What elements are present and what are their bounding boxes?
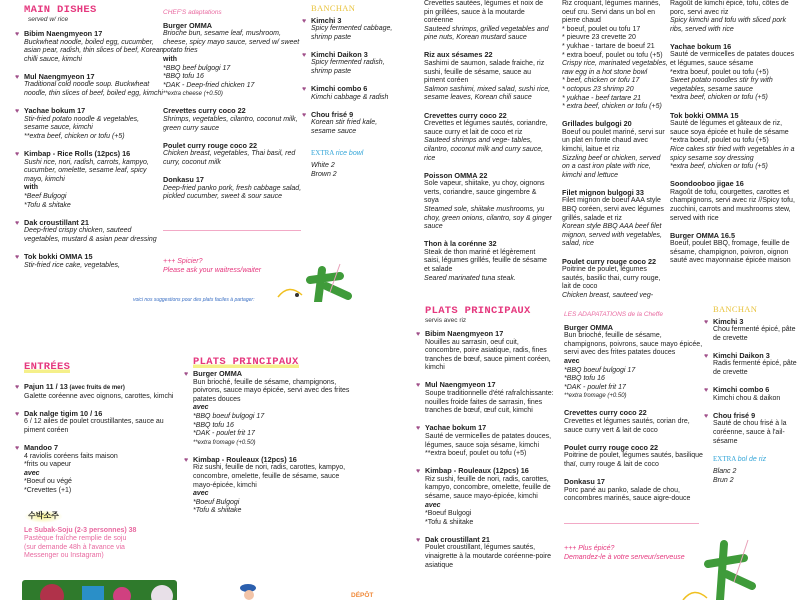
menu-item [670,112,798,172]
section-title: PLATS PRINCIPAUX [425,305,531,317]
item-description: *BBQ beef bulgogi 17 [163,64,231,72]
menu-item [416,329,557,373]
item-description: Sauté de chou frisé à la coréenne, sauce à l'ail-sésame [713,420,787,445]
item-description: * boeuf, poulet ou tofu 17 [562,25,641,33]
item-name: Dak croustillant 21 [425,534,490,544]
item-name: Riz aux sésames 22 [424,50,493,60]
item-description: *BBQ boeuf bulgogi 17 [564,366,636,374]
item-description: *BBQ boeuf bulgogi 17 [193,412,265,420]
item-description: *Boeuf ou végé [24,478,72,486]
heart-icon: ♥ [416,331,421,338]
item-description: Crevettes sautées, légumes et noix de pin grillées, sauce à la moutarde coréenne [424,0,544,25]
item-description: **extra fromage (+0.50) [564,393,627,400]
heart-icon: ♥ [15,384,20,391]
item-description: Radis fermenté épicé, pâte de crevette [713,360,797,377]
menu-item [15,442,174,496]
section-title: BANCHAN [713,304,758,314]
menu-item [562,189,670,249]
soju-line: Pastèque fraîche remplie de soju [24,535,127,543]
item-description: *Boeuf Bulgogi [425,510,472,518]
menu-item [670,232,798,266]
item-description: Poitrine de poulet, légumes sautés, basilique thaï, curry rouge & lait de coco [564,452,703,468]
item-description: *DAK - Deep-fried chicken 17 [163,81,255,89]
soju-korean: 수박소주 [24,510,63,523]
menu-item [562,120,670,180]
plats-principaux-riz-section [416,305,557,579]
item-list [424,0,552,283]
item-name: Chou frisé 9 [311,109,354,119]
heart-icon: ♥ [15,151,20,159]
heart-icon: ♥ [15,410,20,418]
item-description: Bun brioché, feuille de sésame, champignons, poivrons, sauce mayo épicée, servi avec des frites patates douces [193,378,350,403]
extra-label: EXTRA [311,148,334,157]
item-description: Sauté de vermicelles de patates douces, légumes, sauce soja sésame, kimchi [425,432,552,449]
item-name: Kimchi Daikon 3 [713,350,770,360]
item-description: Porc pané au panko, salade de chou, concombres marinés, sauce aigre-douce [564,486,691,503]
menu-item [704,316,798,344]
item-name: Poisson OMMA 22 [424,170,488,180]
heart-icon: ♥ [184,371,189,378]
menu-item [424,240,552,283]
section-subtitle: served w/ rice [28,16,69,23]
item-description: Ragoût de tofu, courgettes, carottes et champignons, servi avec riz //Spicy tofu, zucchini, carrots and mushrooms stew, served with rice [670,188,795,222]
heart-icon: ♥ [416,468,421,476]
item-description: Sashimi de saumon, salade fraiche, riz sushi, feuille de sésame, sauce au piment coréen [424,60,545,85]
item-description: *extra boeuf, poulet ou tofu (+5) [670,137,769,145]
item-description: Poulet croustillant, légumes sautés, vinaigrette à la moutarde coréenne-poire asiatique [425,544,552,569]
item-description: Sauté de vermicelles de patates douces et légumes, sauce sésame [670,51,795,68]
extra-sub: bol de riz [737,455,767,463]
item-name: Mandoo 7 [24,442,59,452]
item-name: Burger OMMA 16.5 [670,230,736,240]
extra-sub: rice bowl [335,149,364,157]
divider [564,523,699,524]
item-description: Sole vapeur, shiitake, yu choy, oignons verts, coriandre, sauce gingembre & soya [424,180,545,205]
main-col-5 [562,0,670,309]
item-name: Burger OMMA [564,322,614,332]
item-description: Seared marinated tuna steak. [424,274,516,282]
item-list [163,22,303,202]
section-title: MAIN DISHES [24,4,97,16]
item-description: Brioche bun, sesame leaf, mushroom, cheese, spicy mayo sauce, served w/ sweet potato fries [163,30,300,55]
item-description: Chicken breast, vegetables, Thai basil, red curry, coconut milk [163,150,296,166]
item-name: Poulet curry rouge coco 22 [564,442,659,452]
item-name: Bibim Naengmyeon 17 [425,329,504,338]
heart-icon: ♥ [704,352,709,360]
item-description: Spicy kimchi and tofu with sliced pork ribs, served with rice [670,17,786,33]
item-description: **extra cheese (+0.50) [163,91,223,98]
menu-item [670,0,798,34]
section-title: LES ADAPATATIONS de la Cheffe [564,311,663,318]
item-description: Spicy fermented radish, shrimp paste [311,59,385,76]
item-description: Deep-fried crispy chicken, sauteed vegetables, mustard & asian pear dressing [24,227,157,243]
item-list [416,329,557,570]
heart-icon: ♥ [15,108,20,116]
item-description: Riz sushi, feuille de nori, radis, carottes, kampyo, concombre, omelette, feuille de sésame, sauce mayo-épicée, kimchi [425,475,551,500]
heart-icon: ♥ [15,73,20,81]
menu-item [564,324,704,401]
entrees-section [15,361,174,561]
menu-item [302,15,403,43]
menu-item [416,534,557,570]
heart-icon: ♥ [416,425,421,433]
item-description: **extra beef, chicken or tofu (+5) [24,132,125,140]
item-description: Chicken breast, sauteed veg- [562,291,654,299]
item-description: Boeuf, poulet BBQ, fromage, feuille de sésame, champignon, poivron, oignon sauté avec mayonnaise épicée maison [670,240,791,265]
item-list [562,0,670,301]
item-name: Yachae bokum 17 [425,423,487,433]
item-list [15,29,164,270]
soju-line: (sur demande 48h à l'avance via [24,543,125,551]
main-col-6 [670,0,798,275]
soju-line: Le Subak-Soju (2-3 personnes) 38 [24,526,137,534]
item-description: Filet mignon de boeuf AAA style BBQ coréen, servi avec légumes grillés, salade et riz [562,197,664,222]
heart-icon: ♥ [704,318,709,326]
menu-item [15,251,164,270]
heart-icon: ♥ [302,111,307,119]
item-description: Spicy fermented cabbage, shrimp paste [311,25,393,41]
heart-icon: ♥ [15,253,20,261]
item-name: Kimchi 3 [713,316,744,326]
item-description: with [163,55,177,63]
item-description: *Boeuf Bulgogi [193,498,240,506]
item-name: Kimbap - Rice Rolls (12pcs) 16 [24,149,131,159]
plant-illustration [300,262,360,302]
extra-item: Brun 2 [713,476,734,484]
item-description: *DAK - poulet frit 17 [564,383,626,391]
menu-item [670,43,798,103]
menu-item [15,149,164,210]
item-description: Sweet potato noodles stir fry with vegetables, sesame sauce [670,77,773,93]
item-description: *Crevettes (+1) [24,486,72,494]
item-list [184,369,358,516]
menu-item [670,180,798,223]
share-note: voici nos suggestions pour des plats faciles à partager: [133,297,255,303]
section-title: ENTRÉES [24,361,71,373]
item-name: Tok bokki OMMA 15 [670,110,739,120]
item-description: * octopus 23 shrimp 20 [562,85,634,93]
spicier-line: Please ask your waitress/waiter [163,266,262,274]
heart-icon: ♥ [15,31,20,38]
section-title: BANCHAN [311,3,356,13]
spicier-line: +++ Spicier? [163,258,203,265]
menu-item [15,408,174,436]
item-description: *Tofu & shiitake [425,518,474,526]
menu-item [704,385,798,403]
item-name: Burger OMMA [193,369,243,378]
item-name: Mul Naengmyeon 17 [425,380,496,390]
item-description: Boeuf ou poulet mariné, servi sur un plat en fonte chaud avec kimchi, laitue et riz [562,128,665,153]
heart-icon: ♥ [15,444,20,452]
item-name: Crevettes curry coco 22 [424,110,507,120]
extra-item: Blanc 2 [713,468,737,476]
item-description: *Tofu & shiitake [193,507,242,515]
item-description: Steamed sole, shiitake mushrooms, yu choy, green onions, cilantro, soy & ginger sauce [424,205,552,231]
item-description: *extra boeuf, poulet ou tofu (+5) [670,68,769,76]
menu-item [163,142,303,168]
item-name: Grillades bulgogi 20 [562,119,632,129]
menu-item [564,409,704,435]
spicier-line: Demandez-le à votre serveur/serveuse [564,553,685,561]
section-title: CHEF'S adaptations [163,9,222,16]
menu-item [424,51,552,103]
item-description: * yukhae - beef tartare 21 [562,94,641,102]
heart-icon: ♥ [704,387,709,395]
item-name: Dak croustillant 21 [24,217,89,227]
item-description: Deep-fried panko pork, fresh cabbage salad, pickled cucumber, sweet & sour sauce [163,184,302,201]
item-description: Riz croquant, légumes marinés, oeuf cru. Servi dans un bol en pierre chaud [562,0,661,25]
menu-item [564,478,704,504]
menu-item [184,454,358,516]
food-photo [22,578,177,600]
item-description: Shrimps, vegetables, cilantro, coconut milk, green curry sauce [163,116,298,132]
menu-item [302,49,403,77]
item-description: Rice cakes stir fried with vegetables in a spicy sesame soy dressing [670,145,795,162]
item-description: Kimchi cabbage & radish [311,93,389,101]
item-description: Buckwheat noodle, boiled egg, cucumber, asian pear, radish, thin slices of beef, Korean chilli sauce, kimchi [24,38,164,63]
extra-item: Brown 2 [311,170,337,178]
item-description: *BBQ tofu 16 [163,73,204,81]
item-description: Sauteed shrimps and vege- tables, cilantro, coconut milk and curry sauce, rice [424,137,544,162]
item-name: Crevettes curry coco 22 [564,408,647,418]
item-description: Steak de thon mariné et légèrement saisi, légumes grillés, feuille de sésame et salade [424,248,547,274]
soju-item [24,527,174,561]
item-description: avec [425,501,441,509]
item-description: *extra beef, chicken or tofu (+5) [670,163,768,171]
item-description: *DAK - poulet frit 17 [193,430,255,438]
item-description: *BBQ tofu 16 [564,375,605,383]
soju-line: Messenger ou Instagram) [24,552,104,560]
item-list [15,382,174,496]
section-title: PLATS PRINCIPAUX [193,356,299,368]
adaptations-section [564,311,704,512]
menu-item [15,71,164,99]
item-name: Dak nalge tigim 10 / 16 [24,408,103,418]
menu-item [163,107,303,133]
item-list [670,0,798,266]
item-description: *Tofu & shitake [24,201,71,209]
item-description: Sauté de légumes et gâteaux de riz, sauce soya épicée et huile de sésame [670,120,789,136]
extra-label: EXTRA [713,454,736,463]
item-name: Kimbap - Rouleaux (12pcs) 16 [425,466,529,476]
item-name-suffix: (avec fruits de mer) [67,385,125,391]
item-description: 4 raviolis coréens faits maison [24,452,118,460]
item-description: Ragoût de kimchi épicé, tofu, côtes de porc, servi avec riz [670,0,789,16]
item-description: Korean stir fried kale, sesame sauce [311,119,378,136]
item-description: *extra beef, chicken or tofu (+5) [670,94,768,102]
menu-item [184,369,358,447]
item-description: Crevettes et légumes sautés, coriandre, sauce curry et lait de coco et riz [424,120,548,136]
item-description: Korean style BBQ AAA beef filet mignon, served with vegetables, salad, rice [562,223,662,248]
spicier-line: +++ Plus épicé? [564,545,615,552]
item-description: Sizzling beef or chicken, served on a cast iron plate with rice, kimchi and lettuce [562,154,661,179]
item-description: 6 / 12 ailes de poulet croustillantes, sauce au piment coréen [24,418,164,434]
item-name: Yachae bokum 16 [670,41,732,51]
menu-item [424,112,552,164]
item-list [564,324,704,504]
item-list [302,15,403,137]
item-description: Traditional cold noodle soup. Buckwheat noodle, thin slices of beef, boiled egg, kimchi [24,81,163,98]
item-description: avec [193,404,209,412]
extra-item: White 2 [311,162,335,170]
item-description: Bun brioché, feuille de sésame, champignons, poivrons, sauce mayo épicée, servi avec des frites patates douces [564,332,703,357]
menu-item [704,350,798,378]
section-subtitle: servis avec riz [425,317,467,324]
main-col-4 [424,0,552,292]
menu-item [302,109,403,137]
item-name: Pajun 11 / 13 (avec fruits de mer) [24,382,125,391]
heart-icon: ♥ [302,86,307,94]
menu-item [424,172,552,232]
chef-adaptations-section [163,9,303,210]
banchan-section [302,3,403,179]
item-description: *Beef Bulgogi [24,193,67,200]
item-description: Crispy rice, marinated vegetables, raw egg in a hot stone bowl [562,60,668,76]
heart-icon: ♥ [184,456,189,464]
item-name: Burger OMMA [163,20,213,30]
item-name: Bibim Naengmyeon 17 [24,29,103,38]
item-description: Sauteed shrimps, grilled vegetables and pine nuts, Korean mustard sauce [424,25,549,42]
item-description: Salmon sashimi, mixed salad, sushi rice, sesame leaves, Korean chili sauce [424,85,551,102]
item-description: Chou fermenté épicé, pâte de crevette [713,326,796,342]
item-description: Kimchi chou & daikon [713,394,781,402]
item-description: *frits ou vapeur [24,461,72,469]
item-name: Donkasu 17 [564,477,605,486]
heart-icon: ♥ [302,51,307,59]
item-description: *BBQ tofu 16 [193,421,234,429]
item-description: Crevettes et légumes sautés, corian dre, sauce curry vert & lait de coco [564,418,690,434]
item-description: avec [193,490,209,498]
item-description: Nouilles au sarrasin, oeuf cuit, concombre, poire asiatique, radis, fines tranches de bœuf, sauce piment coréen, kimchi [425,338,551,372]
item-description: Sushi rice, nori, radish, carrots, kampyo, cucumber, omelette, sesame leaf, spicy mayo, kimchi [24,158,149,183]
person-illustration [236,582,260,600]
banchan-fr-section [704,304,798,486]
item-description: Poitrine de poulet, légumes sautés, basilic thai, curry rouge, lait de coco [562,266,661,291]
menu-item [564,444,704,470]
item-description: avec [564,357,580,365]
item-name: Mul Naengmyeon 17 [24,71,95,81]
main-dishes-section [15,4,164,279]
menu-item [15,29,164,64]
heart-icon: ♥ [416,536,421,544]
item-name: Chou frisé 9 [713,410,756,420]
item-name: Thon à la corénne 32 [424,239,497,249]
item-description: * extra boeuf, poulet ou tofu (+5) [562,51,663,59]
item-name: Crevettes curry coco 22 [163,106,246,116]
item-description: * pieuvre 23 crevette 20 [562,34,636,42]
item-description: avec [24,469,40,477]
item-name: Kimchi combo 6 [311,84,368,94]
item-name: Poulet curry rouge coco 22 [163,140,258,150]
item-description: Riz sushi, feuille de nori, radis, carottes, kampyo, concombre, omelette, feuille de sésame, sauce mayo-épicée, kimchi [193,464,346,489]
menu-item [562,0,670,112]
menu-item [15,217,164,245]
item-description: Soupe traditionnelle d'été rafraîchissante: nouilles froide faites de sarrasin, fines tranches de bœuf, œuf cuit, kimchi [425,390,554,415]
spicier-note [564,545,704,562]
item-name: Filet mignon bulgogi 33 [562,187,644,197]
menu-item [704,410,798,446]
extra-title [713,455,798,465]
item-description: * extra beef, chicken or tofu (+5) [562,103,662,111]
menu-item [163,176,303,202]
item-name: Kimchi Daikon 3 [311,49,368,59]
heart-icon: ♥ [302,17,307,25]
item-description: * beef, chicken or tofu 17 [562,77,640,85]
menu-item [416,380,557,415]
menu-item [15,106,164,141]
item-description: Galette coréenne avec oignons, carottes, kimchi [24,392,174,400]
item-description: Stir-fried potato noodle & vegetables, sesame sauce, kimchi [24,115,140,132]
spicier-note [163,258,303,275]
item-description: **extra fromage (+0.50) [193,439,256,446]
item-name: Poulet curry rouge coco 22 [562,256,657,266]
plats-principaux-section [184,356,358,525]
cartoon-face-illustration [680,586,710,600]
item-name: Kimchi combo 6 [713,385,770,395]
menu-item [15,382,174,401]
item-name: Soondooboo jigae 16 [670,179,744,189]
item-name: Yachae bokum 17 [24,106,86,116]
heart-icon: ♥ [416,382,421,390]
heart-icon: ♥ [704,412,709,420]
item-name: Tok bokki OMMA 15 [24,251,93,261]
item-description: * yukhae - tartare de boeuf 21 [562,42,655,50]
item-name: Donkasu 17 [163,175,204,184]
item-name: Kimbap - Rouleaux (12pcs) 16 [193,454,297,464]
heart-icon: ♥ [15,219,20,227]
menu-item [424,0,552,43]
item-name: Kimchi 3 [311,15,342,25]
menu-item [163,22,303,99]
divider [163,230,301,231]
depot-label: DÉPÔT [351,592,374,599]
item-description: Stir-fried rice cake, vegetables, [24,261,120,269]
item-description: **extra boeuf, poulet ou tofu (+5) [425,450,527,458]
item-list [704,316,798,447]
menu-item [302,84,403,102]
extra-title [311,149,403,159]
cartoon-face-illustration [275,283,305,299]
menu-item [562,258,670,301]
menu-item [416,466,557,527]
menu-item [416,423,557,458]
item-description: with [24,184,38,192]
